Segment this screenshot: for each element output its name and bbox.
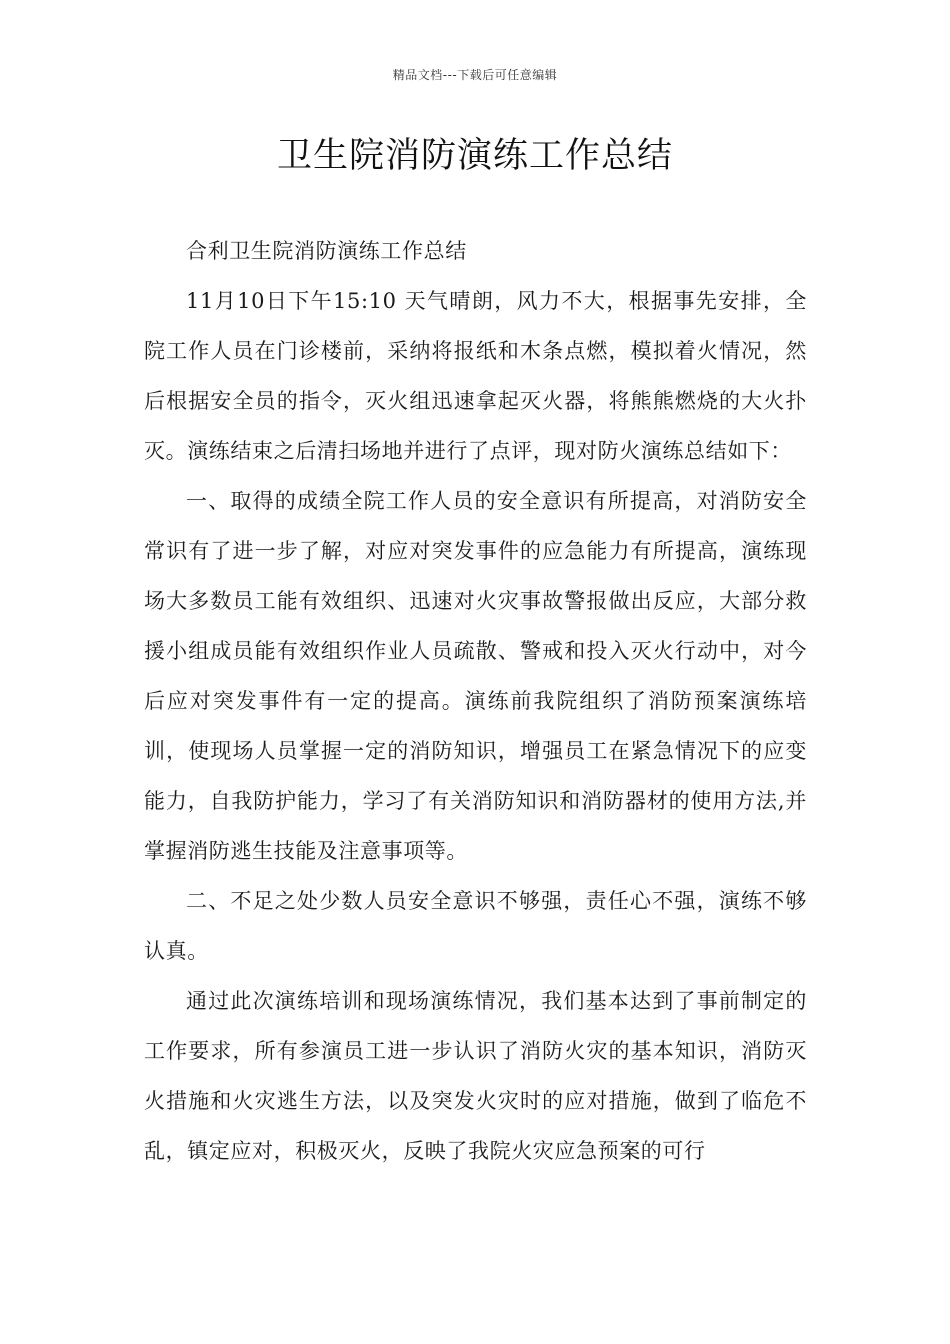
paragraph-shortcomings: 二、不足之处少数人员安全意识不够强，责任心不强，演练不够认真。 [144,889,807,963]
paragraph-achievements: 一、取得的成绩全院工作人员的安全意识有所提高，对消防安全常识有了进一步了解，对应对突发事件的应急能力有所提高，演练现场大多数员工能有效组织、迅速对火灾事故警报做出反应，大部分救援小组成员能有效组织作业人员疏散、警戒和投入灭火行动中，对今后应对突发事件有一定的提高。演练前我院组织了消防预案演练培训，使现场人员掌握一定的消防知识，增强员工在紧急情况下的应变能力，自我防护能力，学习了有关消防知识和消防器材的使用方法,并掌握消防逃生技能及注意事项等。 [144,489,807,863]
paragraph-subtitle: 合利卫生院消防演练工作总结 [186,239,467,263]
paragraph-intro: 11月10日下午15:10 天气晴朗，风力不大，根据事先安排，全院工作人员在门诊楼前，采纳将报纸和木条点燃，模拟着火情况，然后根据安全员的指令，灭火组迅速拿起灭火器，将熊熊燃烧的大火扑灭。演练结束之后清扫场地并进行了点评，现对防火演练总结如下： [144,289,807,463]
document-body [144,226,807,1176]
document-title: 卫生院消防演练工作总结 [276,136,673,176]
paragraph-conclusion: 通过此次演练培训和现场演练情况，我们基本达到了事前制定的工作要求，所有参演员工进一步认识了消防火灾的基本知识，消防灭火措施和火灾逃生方法，以及突发火灾时的应对措施，做到了临危不乱，镇定应对，积极灭火，反映了我院火灾应急预案的可行 [144,989,807,1163]
header-note: 精品文档---下载后可任意编辑 [392,68,558,82]
